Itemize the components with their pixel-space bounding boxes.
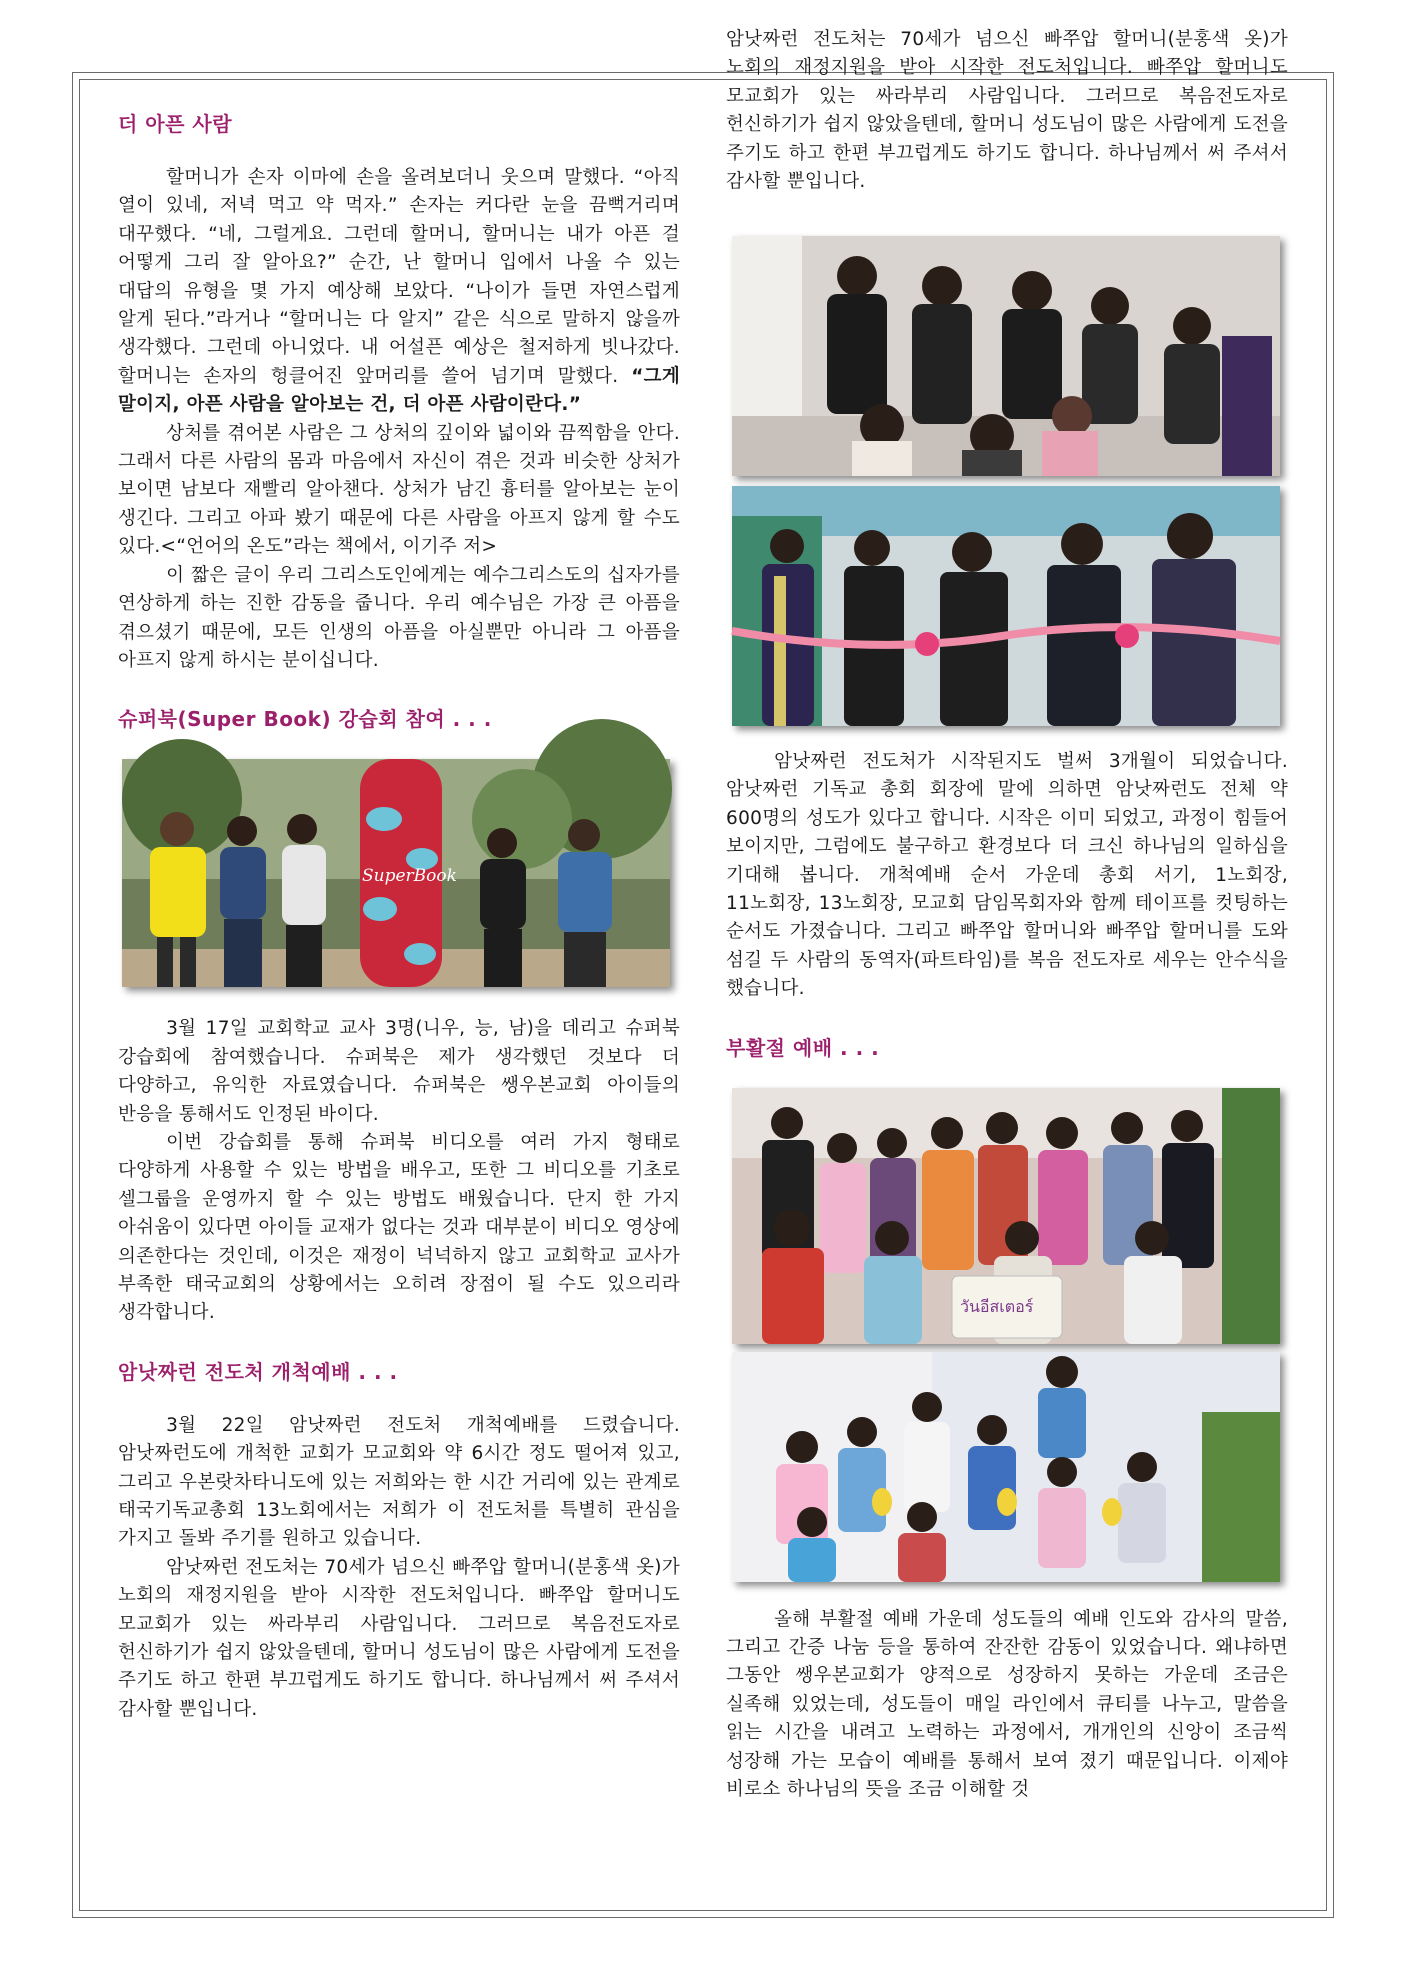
article-paragraph: 암낫짜런 전도처가 시작된지도 벌써 3개월이 되었습니다. 암낫짜런 기독교 총회 회장에 말에 의하면 암낫짜런도 전체 약 600명의 성도가 있다고 합니다. 시작은 이미 되었고, 과정이 힘들어 보이지만, 그럼에도 불구하고 환경보다 더 크신 하나님의 일하심을 기대해 봅니다. 개척예배 순서 가운데 총회 서기, 1노회장, 11노회장, 13노회장, 모교회 담임목회자와 함께 테이프를 컷팅하는 순서도 가졌습니다. 그리고 빠쭈압 할머니와 빠쭈압 할머니를 도와 섬길 두 사람의 동역자(파트타임)를 복음 전도자로 세우는 안수식을 했습니다. [726,751,1288,1000]
article-quote-bold: “그게 말이지, 아픈 사람을 알아보는 건, 더 아픈 사람이란다.” [118,365,680,416]
superbook-group-photo [122,759,670,987]
section-heading-easter: 부활절 예배 . . . [726,1035,880,1060]
easter-group-photo-image [732,1088,1280,1344]
right-column [726,29,1288,1805]
ribbon-cutting-photo [732,486,1280,726]
easter-sign-text: วันอีสเตอร์ [960,1296,1034,1316]
easter-children-photo [732,1352,1280,1582]
article-paragraph: 3월 17일 교회학교 교사 3명(니우, 능, 남)을 데리고 슈퍼북 강습회에 참여했습니다. 슈퍼북은 제가 생각했던 것보다 더 다양하고, 유익한 자료였습니다. 슈퍼북은 쌩우본교회 아이들의 반응을 통해서도 인정된 바이다. [118,1018,680,1125]
ordination-photo-image [732,236,1280,476]
article-paragraph: 3월 22일 암낫짜런 전도처 개척예배를 드렸습니다. 암낫짜런도에 개척한 교회가 모교회와 약 6시간 정도 떨어져 있고, 그리고 우본랏차타니도에 있는 저희와는 한 시간 거리에 있는 관계로 태국기독교총회 13노회에서는 저희가 이 전도처를 특별히 관심을 가지고 돌봐 주기를 원하고 있습니다. [118,1414,680,1550]
article-text: 할머니가 손자 이마에 손을 올려보더니 웃으며 말했다. “아직 열이 있네, 저녁 먹고 약 먹자.” 손자는 커다란 눈을 끔뻑거리며 대꾸했다. “네, 그럴게요. 그런데 할머니, 할머니는 내가 아픈 걸 어떻게 그리 잘 알아요?” 순간, 난 할머니 입에서 나올 수 있는 대답의 유형을 몇 가지 예상해 보았다. “나이가 들면 자연스럽게 알게 된다.”라거나 “할머니는 다 알지” 같은 식으로 말하지 않을까 생각했다. 그런데 아니었다. 내 어설픈 예상은 철저하게 빗나갔다. 할머니는 손자의 헝클어진 앞머리를 쓸어 넘기며 말했다. [118,167,680,387]
ribbon-cutting-photo-image [732,486,1280,726]
section-heading-superbook: 슈퍼북(Super Book) 강습회 참여 . . . [118,707,492,732]
article-paragraph: 올해 부활절 예배 가운데 성도들의 예배 인도와 감사의 말씀, 그리고 간증 나눔 등을 통하여 잔잔한 감동이 있었습니다. 왜냐하면 그동안 쌩우본교회가 양적으로 성장하지 못하는 가운데 조금은 실족해 있었는데, 성도들이 매일 라인에서 큐티를 나누고, 말씀을 읽는 시간을 내려고 노력하는 과정에서, 개개인의 신앙이 조금씩 성장해 가는 모습이 예배를 통해서 보여 졌기 때문입니다. 이제야 비로소 하나님의 뜻을 조금 이해할 것 [726,1608,1288,1801]
section-heading-church-planting: 암낫짜런 전도처 개척예배 . . . [118,1359,398,1384]
article-paragraph: 상처를 겪어본 사람은 그 상처의 깊이와 넓이와 끔찍함을 안다. 그래서 다른 사람의 몸과 마음에서 자신이 겪은 것과 비슷한 상처가 보이면 남보다 재빨리 알아챈다. 상처가 남긴 흉터를 알아보는 눈이 생긴다. 그리고 아파 봤기 때문에 다른 사람을 아프지 않게 할 수도 있다.<“언어의 온도”라는 책에서, 이기주 저> [118,422,680,558]
continued-text-wrapper [726,29,1288,226]
superbook-sign-text: SuperBook [362,866,457,887]
easter-children-photo-image [732,1352,1280,1582]
ordination-photo [732,236,1280,476]
superbook-photo-image [122,759,670,987]
section-heading-sicker-person: 더 아픈 사람 [118,112,233,136]
article-paragraph-continuation: 암낫짜런 전도처는 70세가 넘으신 빠쭈압 할머니(분홍색 옷)가 노회의 재정지원을 받아 시작한 전도처입니다. 빠쭈압 할머니도 모교회가 있는 싸라부리 사람입니다. 그러므로 복음전도자로 헌신하기가 쉽지 않았을텐데, 할머니 성도님이 많은 사람에게 도전을 주기도 하고 한편 부끄럽게도 하기도 합니다. 하나님께서 써 주셔서 감사할 뿐입니다. [726,29,1288,193]
article-paragraph: 이번 강습회를 통해 슈퍼북 비디오를 여러 가지 형태로 다양하게 사용할 수 있는 방법을 배우고, 또한 그 비디오를 기초로 셀그룹을 운영까지 할 수 있는 방법도 배웠습니다. 단지 한 가지 아쉬움이 있다면 아이들 교재가 없다는 것과 대부분이 비디오 영상에 의존한다는 것인데, 이것은 재정이 넉넉하지 않고 교회학교 교사가 부족한 태국교회의 상황에서는 오히려 장점이 될 수도 있으리라 생각합니다. [118,1131,680,1324]
left-column [118,110,680,1720]
article-paragraph [118,164,680,420]
article-paragraph: 이 짧은 글이 우리 그리스도인에게는 예수그리스도의 십자가를 연상하게 하는 진한 감동을 줍니다. 우리 예수님은 가장 큰 아픔을 겪으셨기 때문에, 모든 인생의 아픔을 아실뿐만 아니라 그 아픔을 아프지 않게 하시는 분이십니다. [118,564,680,671]
article-paragraph-continued: 암낫짜런 전도처는 70세가 넘으신 빠쭈압 할머니(분홍색 옷)가 노회의 재정지원을 받아 시작한 전도처입니다. 빠쭈압 할머니도 모교회가 있는 싸라부리 사람입니다. 그러므로 복음전도자로 헌신하기가 쉽지 않았을텐데, 할머니 성도님이 많은 사람에게 도전을 주기도 하고 한편 부끄럽게도 하기도 합니다. 하나님께서 써 주셔서 감사할 뿐입니다. [118,1556,680,1720]
easter-group-photo [732,1088,1280,1344]
